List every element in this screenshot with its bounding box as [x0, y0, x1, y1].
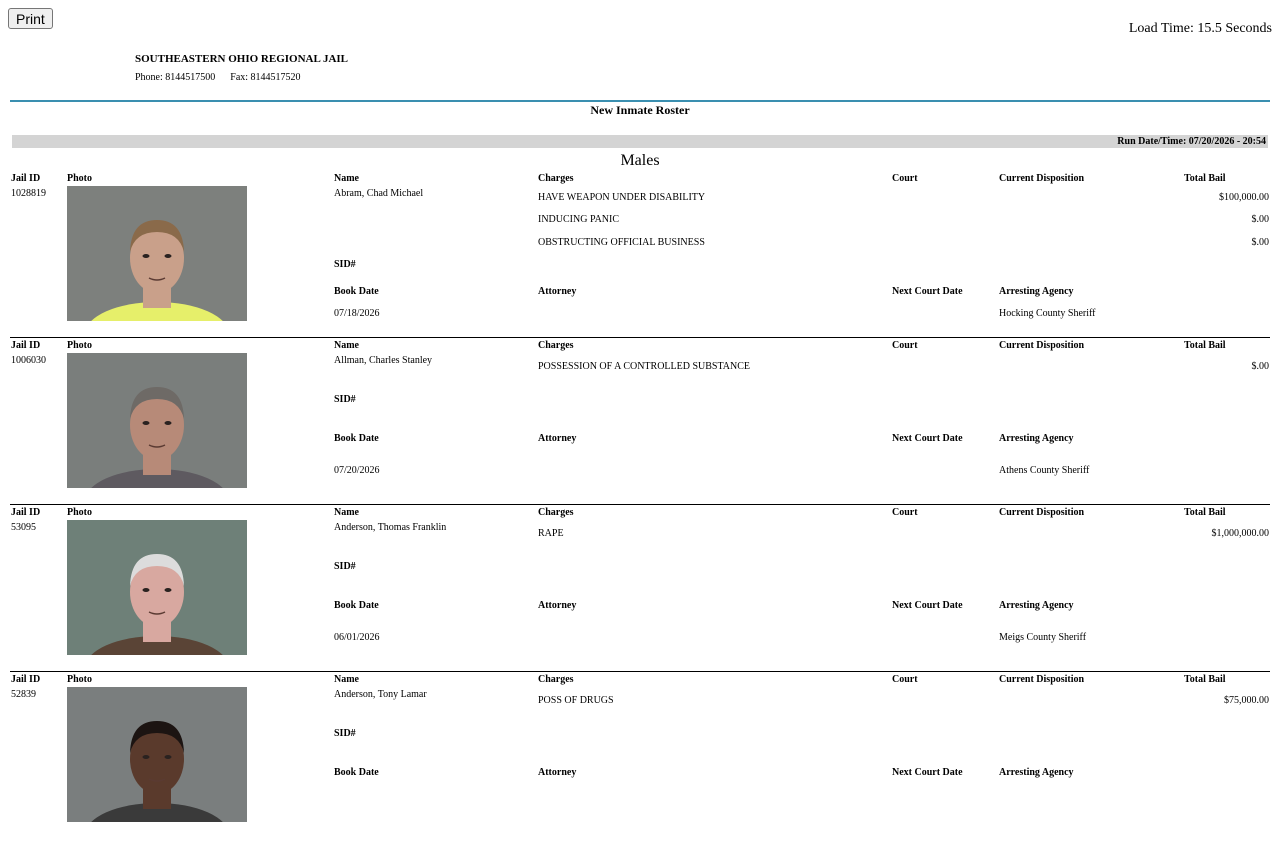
- jail-id: 53095: [11, 522, 36, 533]
- charge: POSS OF DRUGS: [538, 695, 614, 706]
- inmate-record: [0, 340, 1280, 507]
- bail-amount: $100,000.00: [1219, 192, 1269, 203]
- photo-header: Photo: [67, 173, 92, 184]
- next-court-date-header: Next Court Date: [892, 286, 963, 297]
- bail-amount: $75,000.00: [1224, 695, 1269, 706]
- charges-header: Charges: [538, 340, 574, 351]
- disposition-header: Current Disposition: [999, 507, 1085, 518]
- photo-header: Photo: [67, 507, 92, 518]
- section-title: Males: [620, 152, 660, 169]
- inmate-record: [0, 674, 1280, 841]
- book-date-header: Book Date: [334, 433, 379, 444]
- name-header: Name: [334, 173, 359, 184]
- charges-header: Charges: [538, 507, 574, 518]
- record-divider: [10, 337, 1270, 338]
- charges-header: Charges: [538, 674, 574, 685]
- charge: POSSESSION OF A CONTROLLED SUBSTANCE: [538, 361, 751, 372]
- name-header: Name: [334, 340, 359, 351]
- sid-header: SID#: [334, 561, 356, 572]
- jail-id-header: Jail ID: [11, 674, 41, 685]
- court-header: Court: [892, 173, 918, 184]
- book-date-header: Book Date: [334, 600, 379, 611]
- arresting-agency-header: Arresting Agency: [999, 286, 1074, 297]
- charge: INDUCING PANIC: [538, 214, 620, 225]
- photo-header: Photo: [67, 674, 92, 685]
- court-header: Court: [892, 507, 918, 518]
- jail-id-header: Jail ID: [11, 173, 41, 184]
- disposition-header: Current Disposition: [999, 173, 1085, 184]
- jail-id: 52839: [11, 689, 36, 700]
- book-date-header: Book Date: [334, 286, 379, 297]
- charge: RAPE: [538, 528, 564, 539]
- arresting-agency-header: Arresting Agency: [999, 433, 1074, 444]
- disposition-header: Current Disposition: [999, 340, 1085, 351]
- total-bail-header: Total Bail: [1184, 173, 1226, 184]
- bail-amount: $.00: [1251, 237, 1269, 248]
- fax-number: Fax: 8144517520: [230, 72, 301, 83]
- inmate-record: [0, 507, 1280, 674]
- book-date-header: Book Date: [334, 767, 379, 778]
- attorney-header: Attorney: [538, 433, 577, 444]
- book-date: 07/20/2026: [334, 465, 380, 476]
- attorney-header: Attorney: [538, 767, 577, 778]
- mugshot-photo: [67, 520, 247, 655]
- next-court-date-header: Next Court Date: [892, 767, 963, 778]
- jail-id-header: Jail ID: [11, 340, 41, 351]
- charge: HAVE WEAPON UNDER DISABILITY: [538, 192, 706, 203]
- total-bail-header: Total Bail: [1184, 507, 1226, 518]
- name-header: Name: [334, 674, 359, 685]
- mugshot-photo: [67, 687, 247, 822]
- book-date: 07/18/2026: [334, 308, 380, 319]
- sid-header: SID#: [334, 259, 356, 270]
- print-button[interactable]: Print: [8, 8, 53, 29]
- court-header: Court: [892, 340, 918, 351]
- arresting-agency: Athens County Sheriff: [999, 465, 1090, 476]
- name-header: Name: [334, 507, 359, 518]
- record-divider: [10, 671, 1270, 672]
- arresting-agency: Meigs County Sheriff: [999, 632, 1087, 643]
- book-date: 06/01/2026: [334, 632, 380, 643]
- next-court-date-header: Next Court Date: [892, 600, 963, 611]
- arresting-agency-header: Arresting Agency: [999, 767, 1074, 778]
- phone-number: Phone: 8144517500: [135, 72, 216, 83]
- court-header: Court: [892, 674, 918, 685]
- record-divider: [10, 504, 1270, 505]
- jail-id-header: Jail ID: [11, 507, 41, 518]
- bail-amount: $.00: [1251, 214, 1269, 225]
- contact-info: [135, 72, 301, 83]
- report-title: New Inmate Roster: [590, 103, 690, 117]
- total-bail-header: Total Bail: [1184, 340, 1226, 351]
- bail-amount: $1,000,000.00: [1211, 528, 1269, 539]
- mugshot-photo: [67, 186, 247, 321]
- header-divider: [10, 100, 1270, 102]
- run-datetime: Run Date/Time: 07/20/2026 - 20:54: [1117, 136, 1266, 147]
- mugshot-photo: [67, 353, 247, 488]
- load-time: Load Time: 15.5 Seconds: [1128, 21, 1272, 36]
- sid-header: SID#: [334, 394, 356, 405]
- disposition-header: Current Disposition: [999, 674, 1085, 685]
- total-bail-header: Total Bail: [1184, 674, 1226, 685]
- inmate-name: Anderson, Thomas Franklin: [334, 522, 447, 533]
- attorney-header: Attorney: [538, 600, 577, 611]
- attorney-header: Attorney: [538, 286, 577, 297]
- jail-id: 1006030: [11, 355, 46, 366]
- sid-header: SID#: [334, 728, 356, 739]
- run-date-bar: [12, 135, 1268, 148]
- next-court-date-header: Next Court Date: [892, 433, 963, 444]
- charges-header: Charges: [538, 173, 574, 184]
- photo-header: Photo: [67, 340, 92, 351]
- inmate-name: Abram, Chad Michael: [334, 188, 424, 199]
- jail-id: 1028819: [11, 188, 46, 199]
- bail-amount: $.00: [1251, 361, 1269, 372]
- jail-name: SOUTHEASTERN OHIO REGIONAL JAIL: [135, 53, 349, 65]
- inmate-record: [0, 173, 1280, 340]
- inmate-name: Anderson, Tony Lamar: [334, 689, 427, 700]
- charge: OBSTRUCTING OFFICIAL BUSINESS: [538, 237, 705, 248]
- arresting-agency-header: Arresting Agency: [999, 600, 1074, 611]
- inmate-name: Allman, Charles Stanley: [334, 355, 433, 366]
- arresting-agency: Hocking County Sheriff: [999, 308, 1096, 319]
